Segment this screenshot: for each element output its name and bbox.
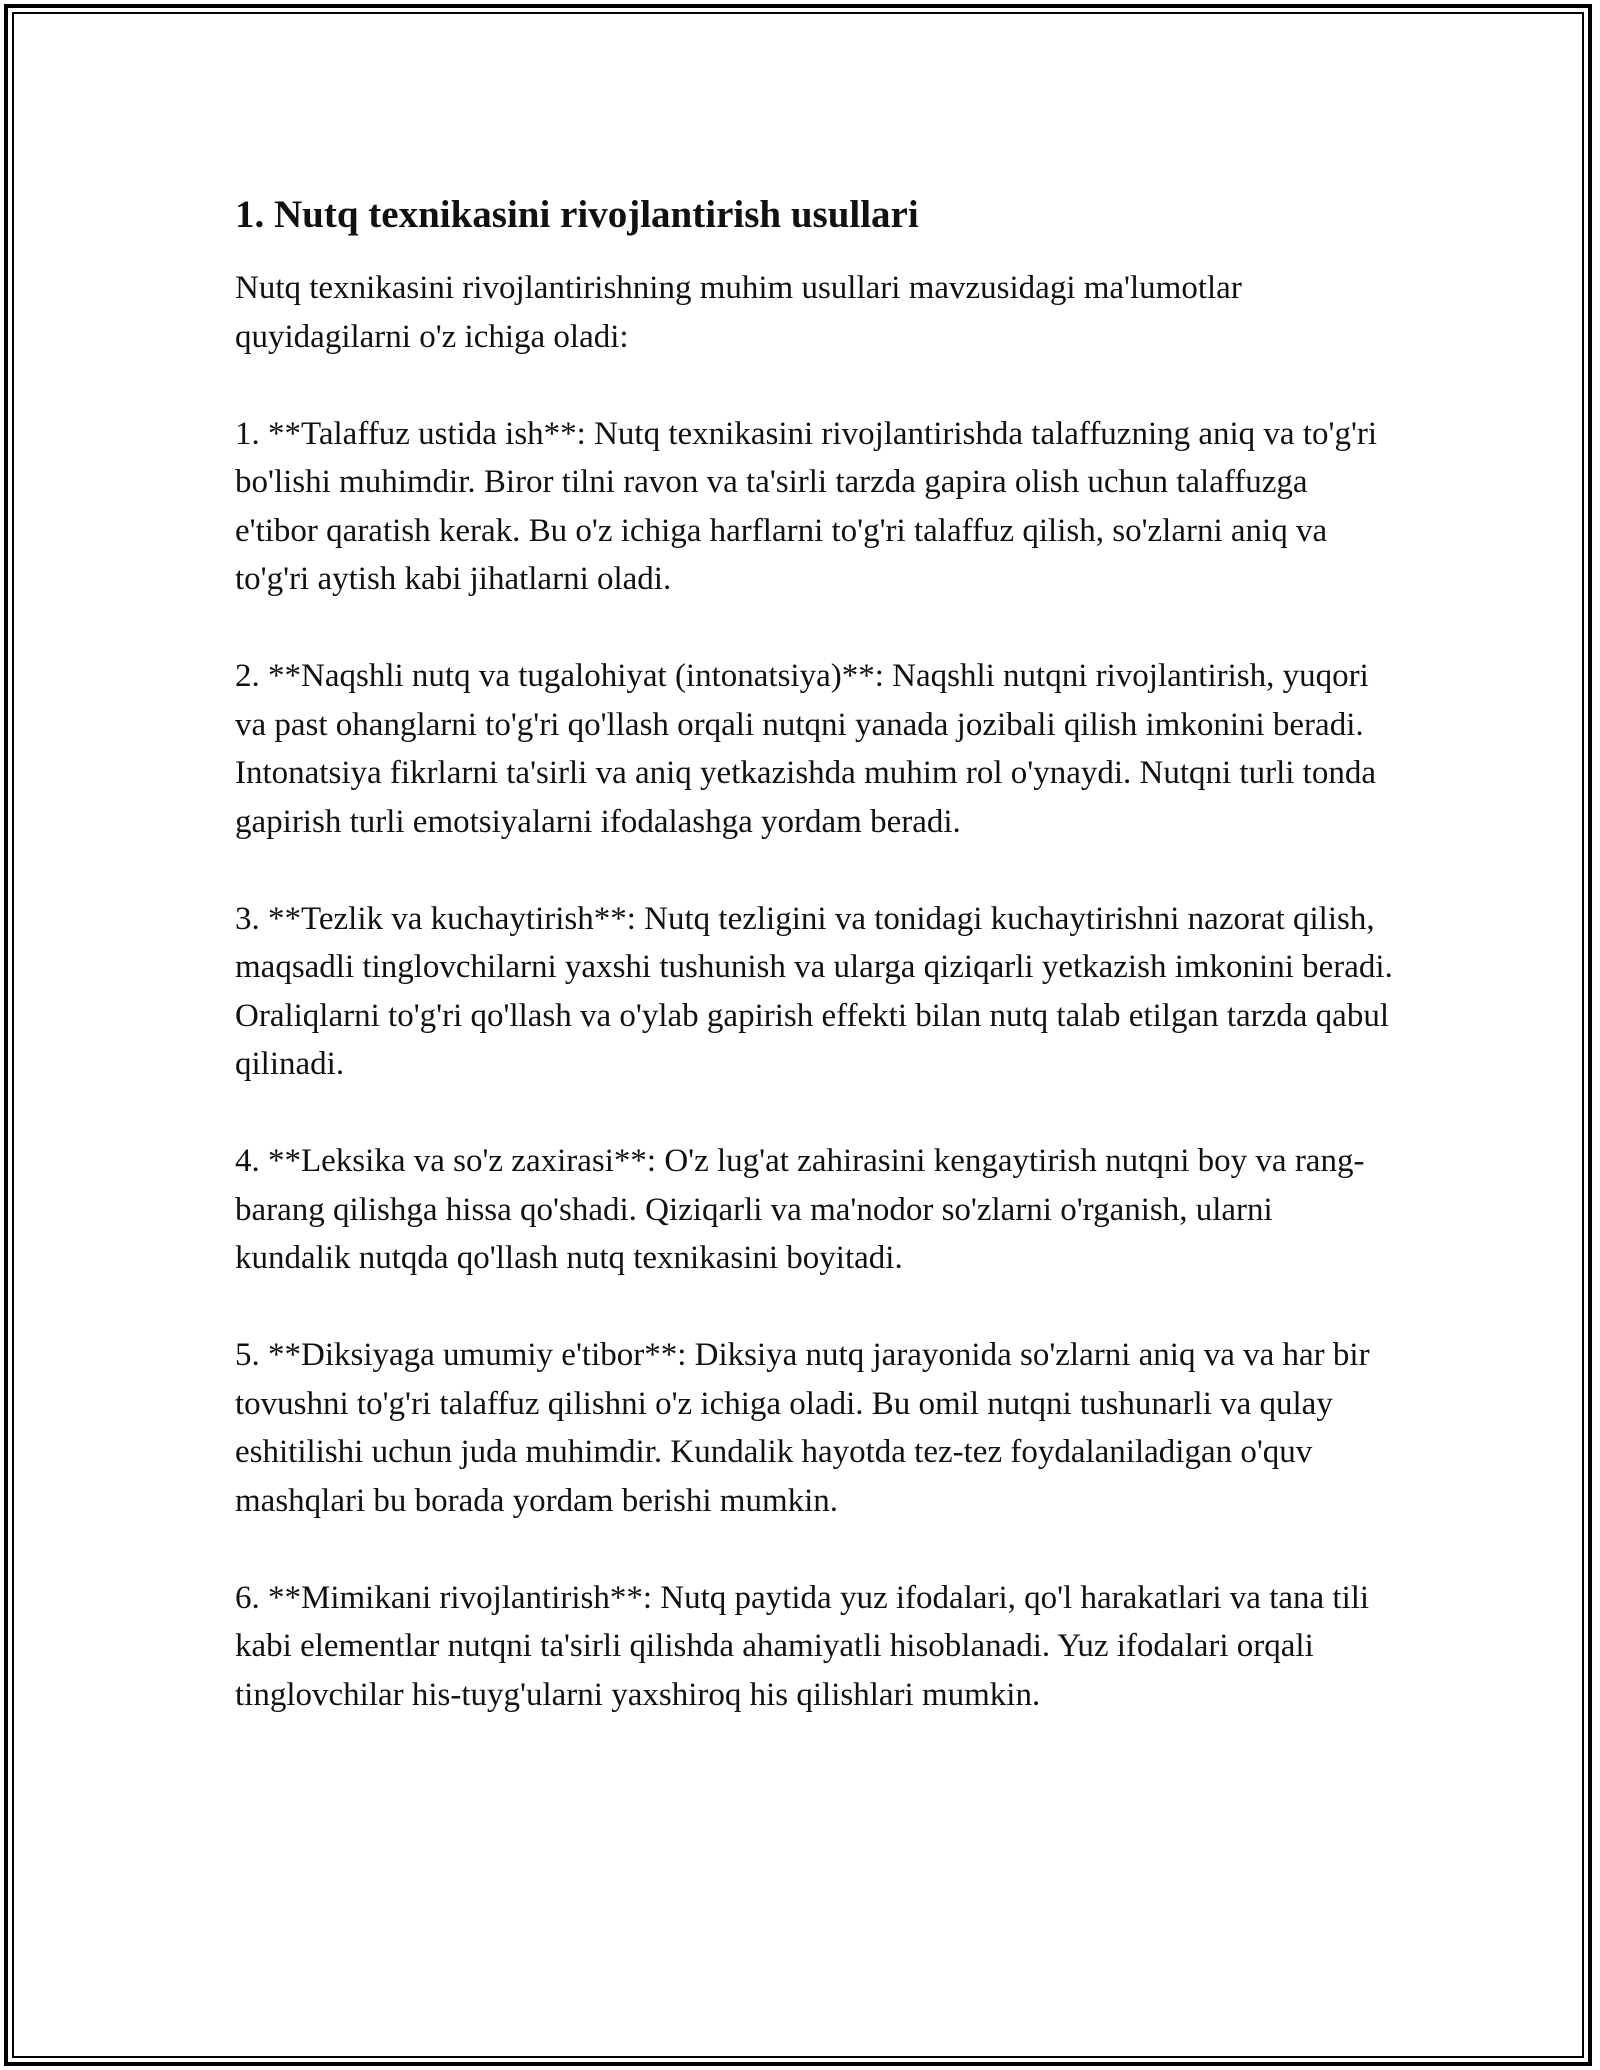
document-body: [235, 190, 1395, 1768]
document-title: 1. Nutq texnikasini rivojlantirish usullari: [235, 193, 919, 236]
list-item-4: 4. **Leksika va so'z zaxirasi**: O'z lug'at zahirasini kengaytirish nutqni boy va rang-barang qilishga hissa qo'shadi. Qiziqarli va ma'nodor so'zlarni o'rganish, ularni kundalik nutqda qo'llash nutq texnikasini boyitadi.: [235, 1143, 1365, 1276]
intro-paragraph: Nutq texnikasini rivojlantirishning muhim usullari mavzusidagi ma'lumotlar quyidagilarni o'z ichiga oladi:: [235, 270, 1242, 355]
list-item-2: 2. **Naqshli nutq va tugalohiyat (intonatsiya)**: Naqshli nutqni rivojlantirish, yuqori va past ohanglarni to'g'ri qo'llash orqali nutqni yanada jozibali qilish imkonini beradi. Intonatsiya fikrlarni ta'sirli va aniq yetkazishda muhim rol o'ynaydi. Nutqni turli tonda gapirish turli emotsiyalarni ifodalashga yordam beradi.: [235, 658, 1376, 840]
list-item-3: 3. **Tezlik va kuchaytirish**: Nutq tezligini va tonidagi kuchaytirishni nazorat qilish, maqsadli tinglovchilarni yaxshi tushunish va ularga qiziqarli yetkazish imkonini beradi. Oraliqlarni to'g'ri qo'llash va o'ylab gapirish effekti bilan nutq talab etilgan tarzda qabul qilinadi.: [235, 900, 1393, 1082]
list-item-6: 6. **Mimikani rivojlantirish**: Nutq paytida yuz ifodalari, qo'l harakatlari va tana tili kabi elementlar nutqni ta'sirli qilishda ahamiyatli hisoblanadi. Yuz ifodalari orqali tinglovchilar his-tuyg'ularni yaxshiroq his qilishlari mumkin.: [235, 1579, 1370, 1713]
list-item-5: 5. **Diksiyaga umumiy e'tibor**: Diksiya nutq jarayonida so'zlarni aniq va va har bir tovushni to'g'ri talaffuz qilishni o'z ichiga oladi. Bu omil nutqni tushunarli va qulay eshitilishi uchun juda muhimdir. Kundalik hayotda tez-tez foydalaniladigan o'quv mashqlari bu borada yordam berishi mumkin.: [235, 1337, 1370, 1519]
list-item-1: 1. **Talaffuz ustida ish**: Nutq texnikasini rivojlantirishda talaffuzning aniq va to'g'ri bo'lishi muhimdir. Biror tilni ravon va ta'sirli tarzda gapira olish uchun talaffuzga e'tibor qaratish kerak. Bu o'z ichiga harflarni to'g'ri talaffuz qilish, so'zlarni aniq va to'g'ri aytish kabi jihatlarni oladi.: [235, 415, 1378, 597]
